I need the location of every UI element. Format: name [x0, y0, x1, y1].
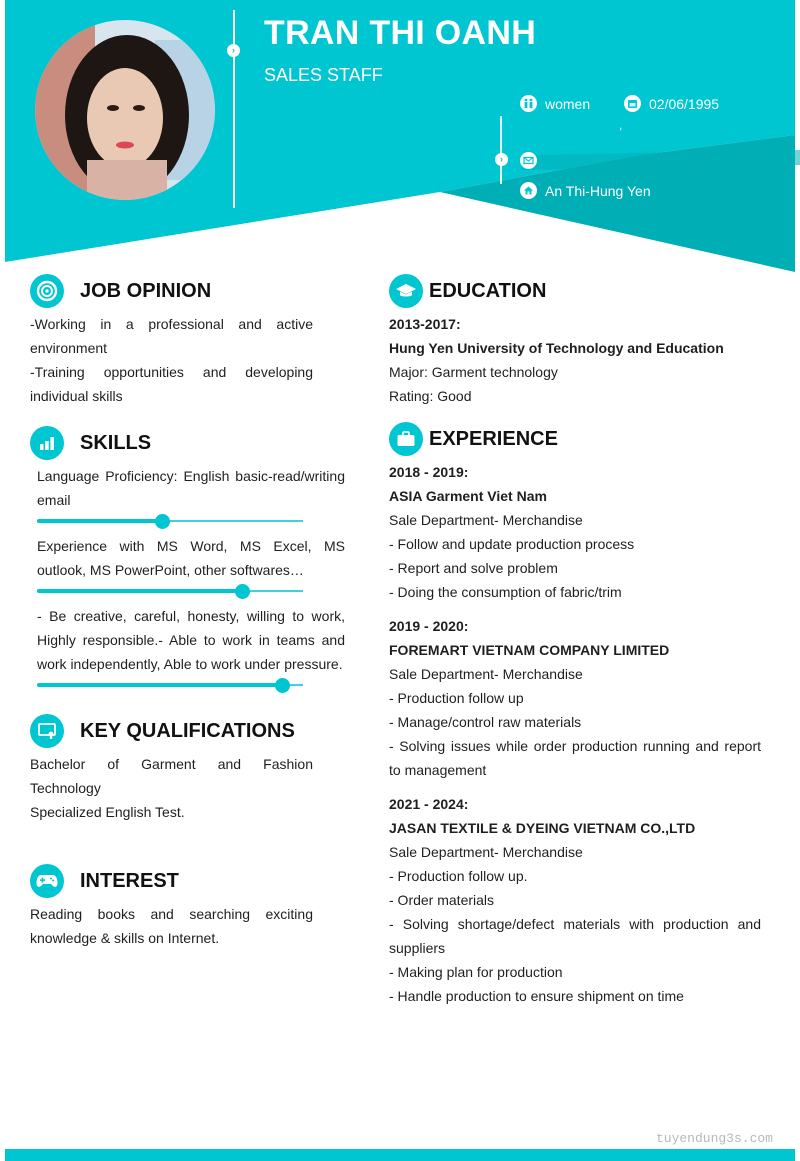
interest-line: Reading books and searching exciting knowledge & skills on Internet.	[30, 906, 313, 946]
dob-value: 02/06/1995	[649, 95, 720, 112]
skill-level-knob	[155, 514, 170, 529]
experience-duty: - Solving shortage/defect materials with production and suppliers	[389, 916, 761, 956]
education-rating: Rating: Good	[389, 388, 472, 404]
qualification-line: Specialized English Test.	[30, 804, 185, 820]
timeline-line-contact	[500, 116, 502, 184]
chevron-right-icon: ›	[227, 44, 240, 57]
skill-text: Language Proficiency: English basic-read/writing email	[37, 468, 345, 508]
section-title: KEY QUALIFICATIONS	[80, 719, 295, 742]
experience-entry	[389, 614, 761, 782]
skill-item	[37, 464, 345, 528]
watermark: tuyendung3s.com	[655, 1131, 773, 1146]
skill-level-bar	[37, 678, 303, 692]
gender-value: women	[545, 95, 591, 112]
address-value: An Thi-Hung Yen	[545, 182, 651, 199]
experience-duty: - Manage/control raw materials	[389, 714, 582, 730]
experience-department: Sale Department- Merchandise	[389, 844, 583, 860]
skill-item	[37, 604, 345, 692]
address-info	[520, 182, 651, 199]
job-opinion-line: -Working in a professional and active environment	[30, 316, 313, 356]
cv-header	[0, 0, 800, 280]
skill-text: Experience with MS Word, MS Excel, MS outlook, MS PowerPoint, other softwares…	[37, 538, 345, 578]
skill-level-bar	[37, 584, 303, 598]
experience-duty: - Follow and update production process	[389, 536, 635, 552]
skills-section	[30, 426, 345, 692]
education-section	[389, 274, 761, 408]
gender-info	[520, 95, 590, 112]
job-opinion-section	[30, 274, 345, 408]
skill-level-bar	[37, 514, 303, 528]
education-major: Major: Garment technology	[389, 364, 558, 380]
experience-duty: - Order materials	[389, 892, 495, 908]
experience-duty: - Report and solve problem	[389, 560, 558, 576]
job-opinion-line: -Training opportunities and developing individual skills	[30, 364, 313, 404]
bar-chart-icon	[30, 426, 64, 460]
certificate-icon	[30, 714, 64, 748]
key-qualifications-section	[30, 714, 345, 824]
briefcase-icon	[389, 422, 423, 456]
experience-duty: - Doing the consumption of fabric/trim	[389, 584, 622, 600]
education-period: 2013-2017:	[389, 316, 461, 332]
candidate-name: TRAN THI OANH	[264, 14, 537, 52]
experience-duty: - Production follow up	[389, 690, 524, 706]
mail-icon	[520, 152, 537, 169]
section-title: INTEREST	[80, 869, 179, 892]
experience-entry	[389, 460, 761, 604]
experience-department: Sale Department- Merchandise	[389, 666, 583, 682]
experience-entry	[389, 792, 761, 1008]
home-icon	[520, 182, 537, 199]
education-school: Hung Yen University of Technology and Education	[389, 340, 724, 356]
section-title: SKILLS	[80, 431, 152, 454]
experience-company: ASIA Garment Viet Nam	[389, 488, 547, 504]
qualification-line: Bachelor of Garment and Fashion Technology	[30, 756, 313, 796]
stray-comma: ,	[619, 118, 623, 132]
skill-text: - Be creative, careful, honesty, willing to work, Highly responsible.- Able to work in teams and work independently, Able to work under pressure.	[37, 608, 345, 672]
job-title: SALES STAFF	[264, 65, 383, 85]
experience-duty: - Making plan for production	[389, 964, 563, 980]
right-column	[389, 274, 761, 1022]
section-title: EXPERIENCE	[429, 427, 558, 450]
left-column	[30, 274, 345, 964]
experience-section	[389, 422, 761, 1008]
experience-period: 2021 - 2024:	[389, 796, 469, 812]
footer-bar	[5, 1149, 795, 1161]
experience-department: Sale Department- Merchandise	[389, 512, 583, 528]
gender-icon	[520, 95, 537, 112]
interest-section	[30, 864, 345, 950]
calendar-icon	[624, 95, 641, 112]
portrait-image	[35, 20, 215, 200]
timeline-line	[233, 10, 235, 208]
target-icon	[30, 274, 64, 308]
experience-period: 2019 - 2020:	[389, 618, 469, 634]
email-info	[520, 152, 545, 169]
skill-level-knob	[275, 678, 290, 693]
profile-photo	[35, 20, 215, 200]
experience-duty: - Solving issues while order production running and report to management	[389, 738, 761, 778]
experience-company: FOREMART VIETNAM COMPANY LIMITED	[389, 642, 670, 658]
experience-period: 2018 - 2019:	[389, 464, 469, 480]
experience-duty: - Handle production to ensure shipment on time	[389, 988, 684, 1004]
experience-duty: - Production follow up.	[389, 868, 528, 884]
chevron-right-icon: ›	[495, 153, 508, 166]
experience-company: JASAN TEXTILE & DYEING VIETNAM CO.,LTD	[389, 820, 696, 836]
section-title: JOB OPINION	[80, 279, 212, 302]
date-of-birth-info	[624, 95, 719, 112]
skill-level-knob	[235, 584, 250, 599]
gamepad-icon	[30, 864, 64, 898]
skill-item	[37, 534, 345, 598]
graduation-cap-icon	[389, 274, 423, 308]
section-title: EDUCATION	[429, 279, 547, 302]
